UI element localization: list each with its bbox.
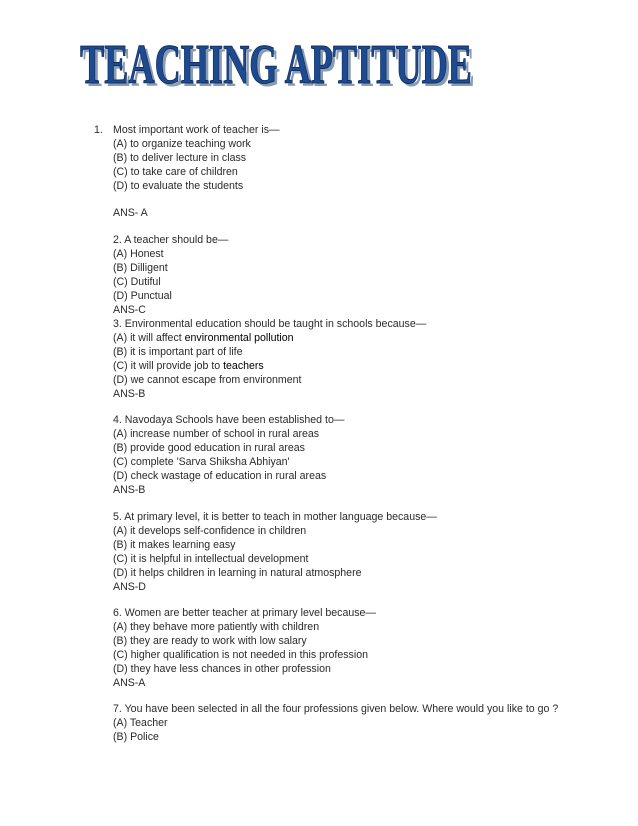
question-text: 3. Environmental education should be taught in schools because— — [113, 318, 427, 330]
option: (B) Dilligent — [113, 262, 168, 274]
option: (A) Teacher — [113, 717, 168, 729]
option — [113, 360, 264, 372]
option: (D) check wastage of education in rural areas — [113, 470, 327, 482]
keyword-link[interactable]: environmental pollution — [184, 332, 294, 344]
page-title: TEACHING APTITUDE — [80, 34, 472, 88]
option: (A) it develops self-confidence in children — [113, 525, 307, 537]
answer: ANS- A — [113, 207, 148, 219]
option: (C) it is helpful in intellectual development — [113, 553, 309, 565]
answer: ANS-C — [113, 304, 146, 316]
option-prefix: (A) it will affect — [113, 332, 185, 344]
option: (A) to organize teaching work — [113, 138, 251, 150]
question-number: 1. — [94, 124, 103, 136]
option: (B) to deliver lecture in class — [113, 152, 247, 164]
option: (B) they are ready to work with low salary — [113, 635, 307, 647]
answer: ANS-B — [113, 388, 146, 400]
option: (A) increase number of school in rural areas — [113, 428, 320, 440]
question-text: 7. You have been selected in all the four professions given below. Where would you like to go ? — [113, 703, 559, 715]
option: (A) Honest — [113, 248, 164, 260]
option: (C) complete 'Sarva Shiksha Abhiyan' — [113, 456, 290, 468]
option: (B) provide good education in rural areas — [113, 442, 305, 454]
option: (A) they behave more patiently with children — [113, 621, 320, 633]
question-text: 2. A teacher should be— — [113, 234, 229, 246]
option: (B) it is important part of life — [113, 346, 243, 358]
option: (D) it helps children in learning in natural atmosphere — [113, 567, 362, 579]
question-text: 4. Navodaya Schools have been established to— — [113, 414, 345, 426]
page-title-wordart — [76, 32, 476, 88]
option — [113, 332, 294, 344]
title-shadow: TEACHING APTITUDE — [83, 37, 475, 88]
option: (C) to take care of children — [113, 166, 238, 178]
option: (B) Police — [113, 731, 159, 743]
option: (B) it makes learning easy — [113, 539, 236, 551]
answer: ANS-B — [113, 484, 146, 496]
answer: ANS-A — [113, 677, 146, 689]
question-text: 6. Women are better teacher at primary level because— — [113, 607, 377, 619]
question-text: 5. At primary level, it is better to teach in mother language because— — [113, 511, 437, 523]
option-prefix: (C) it will provide job to — [113, 360, 224, 372]
option: (C) Dutiful — [113, 276, 161, 288]
option: (C) higher qualification is not needed in this profession — [113, 649, 368, 661]
option: (D) Punctual — [113, 290, 172, 302]
option: (D) we cannot escape from environment — [113, 374, 302, 386]
option: (D) to evaluate the students — [113, 180, 244, 192]
question-text: Most important work of teacher is— — [113, 124, 280, 136]
answer: ANS-D — [113, 581, 146, 593]
keyword-link[interactable]: teachers — [223, 360, 264, 372]
option: (D) they have less chances in other profession — [113, 663, 331, 675]
